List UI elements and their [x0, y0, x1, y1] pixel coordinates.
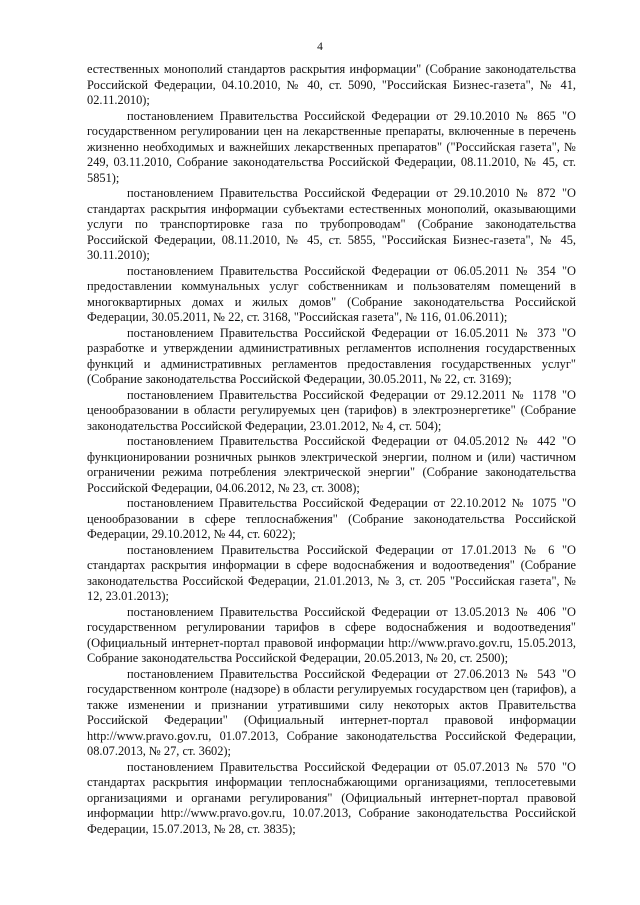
- paragraph-decree-354: постановлением Правительства Российской Федерации от 06.05.2011 № 354 "О предоставлении коммунальных услуг собственникам и пользователям помещений в многоквартирных домах и жилых домов" (Собрание законодательства Российской Федерации, 30.05.2011, № 22, ст. 3168, "Российская газета", № 116, 01.06.2011);: [87, 263, 576, 324]
- paragraph-decree-543: постановлением Правительства Российской Федерации от 27.06.2013 № 543 "О государственном контроле (надзоре) в области регулируемых государством цен (тарифов), а также изменении и признании утратившими силу некоторых актов Правительства Российской Федерации" (Официальный интернет-портал правовой информации http://www.pravo.gov.ru, 01.07.2013, Собрание законодательства Российской Федерации, 08.07.2013, № 27, ст. 3602);: [87, 666, 576, 758]
- paragraph-decree-442: постановлением Правительства Российской Федерации от 04.05.2012 № 442 "О функционировании розничных рынков электрической энергии, полном и (или) частичном ограничении режима потребления электрической энергии" (Собрание законодательства Российской Федерации, 04.06.2012, № 23, ст. 3008);: [87, 434, 576, 495]
- paragraph-decree-373: постановлением Правительства Российской Федерации от 16.05.2011 № 373 "О разработке и утверждении административных регламентов исполнения государственных функций и административных регламентов предоставления государственных услуг" (Собрание законодательства Российской Федерации, 30.05.2011, № 22, ст. 3169);: [87, 325, 576, 386]
- paragraph-decree-1178: постановлением Правительства Российской Федерации от 29.12.2011 № 1178 "О ценообразовании в области регулируемых цен (тарифов) в электроэнергетике" (Собрание законодательства Российской Федерации, 23.01.2012, № 4, ст. 504);: [87, 387, 576, 433]
- page-number: 4: [317, 41, 323, 53]
- paragraph-decree-872: постановлением Правительства Российской Федерации от 29.10.2010 № 872 "О стандартах раскрытия информации субъектами естественных монополий, оказывающими услуги по транспортировке газа по трубопроводам" (Собрание законодательства Российской Федерации, 08.11.2010, № 45, ст. 5855, "Российская Бизнес-газета", № 45, 30.11.2010);: [87, 186, 576, 262]
- paragraph-decree-1075: постановлением Правительства Российской Федерации от 22.10.2012 № 1075 "О ценообразовании в сфере теплоснабжения" (Собрание законодательства Российской Федерации, 29.10.2012, № 44, ст. 6022);: [87, 496, 576, 541]
- paragraph-decree-865: постановлением Правительства Российской Федерации от 29.10.2010 № 865 "О государственном регулировании цен на лекарственные препараты, включенные в перечень жизненно необходимых и важнейших лекарственных препаратов" ("Российская газета", № 249, 03.11.2010, Собрание законодательства Российской Федерации, 08.11.2010, № 45, ст. 5851);: [87, 108, 576, 185]
- paragraph-decree-6: постановлением Правительства Российской Федерации от 17.01.2013 № 6 "О стандартах раскрытия информации в сфере водоснабжения и водоотведения" (Собрание законодательства Российской Федерации, 21.01.2013, № 3, ст. 205 "Российская газета", № 12, 23.01.2013);: [87, 542, 576, 603]
- paragraph-decree-570: постановлением Правительства Российской Федерации от 05.07.2013 № 570 "О стандартах раскрытия информации теплоснабжающими организациями, теплосетевыми организациями и органами регулирования" (Официальный интернет-портал правовой информации http://www.pravo.gov.ru, 10.07.2013, Собрание законодательства Российской Федерации, 15.07.2013, № 28, ст. 3835);: [87, 759, 576, 836]
- paragraph-decree-406: постановлением Правительства Российской Федерации от 13.05.2013 № 406 "О государственном регулировании тарифов в сфере водоснабжения и водоотведения" (Официальный интернет-портал правовой информации http://www.pravo.gov.ru, 15.05.2013, Собрание законодательства Российской Федерации, 20.05.2013, № 20, ст. 2500);: [87, 604, 576, 665]
- document-body: [87, 62, 576, 837]
- paragraph-continuation: естественных монополий стандартов раскрытия информации" (Собрание законодательства Российской Федерации, 04.10.2010, № 40, ст. 5090, "Российская Бизнес-газета", № 41, 02.11.2010);: [87, 62, 576, 107]
